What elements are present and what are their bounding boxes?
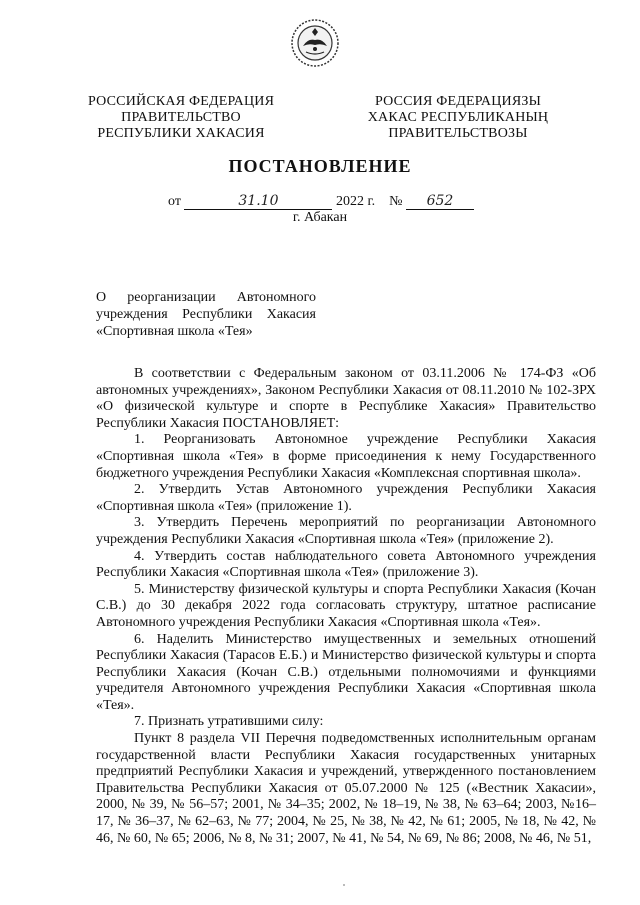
header-left-line: ПРАВИТЕЛЬСТВО: [121, 110, 241, 125]
coat-of-arms-emblem: [290, 18, 340, 68]
scan-speck: [343, 884, 345, 886]
date-prefix: от: [168, 194, 181, 209]
paragraph-item-4: 4. Утвердить состав наблюдательного совета Автономного учреждения Республики Хакасия «Спортивная школа «Тея» (приложение 3).: [96, 548, 596, 581]
paragraph-item-3: 3. Утвердить Перечень мероприятий по реорганизации Автономного учреждения Республики Хакасия «Спортивная школа «Тея» (приложение 2).: [96, 515, 596, 547]
header-left-line: РОССИЙСКАЯ ФЕДЕРАЦИЯ: [88, 94, 275, 109]
number-sign: №: [389, 194, 403, 209]
header-right-block: [358, 94, 558, 142]
paragraph-item-7-text: Пункт 8 раздела VII Перечня подведомственных исполнительным органам государственной власти Республики Хакасия государственных унитарных предприятий Республики Хакасия и учреждений, утвержденного постановлением Правительства Республики Хакасия от 05.07.2000 № 125 («Вестник Хакасии», 2000, № 39, № 56–57; 2001, № 34–35; 2002, № 18–19, № 38, № 63–64; 2003, №16–17, № 36–37, № 62–63, № 77; 2004, № 25, № 38, № 42, № 61; 2005, № 18, № 42, № 46, № 60, № 65; 2006, № 8, № 31; 2007, № 41, № 54, № 69, № 86; 2008, № 46, № 51,: [96, 731, 596, 846]
header-left-block: [88, 94, 274, 142]
paragraph-item-7: 7. Признать утратившими силу:: [134, 714, 324, 730]
handwritten-number: 652: [406, 193, 474, 210]
paragraph-item-2: 2. Утвердить Устав Автономного учреждения Республики Хакасия «Спортивная школа «Тея» (приложение 1).: [96, 482, 596, 514]
header-left-line: РЕСПУБЛИКИ ХАКАСИЯ: [97, 126, 265, 141]
header-right-line: РОССИЯ ФЕДЕРАЦИЯЗЫ: [374, 94, 542, 109]
handwritten-date: 31.10: [184, 193, 332, 210]
header-right-line: ПРАВИТЕЛЬСТВОЗЫ: [388, 126, 528, 141]
paragraph-item-6: 6. Наделить Министерство имущественных и земельных отношений Республики Хакасия (Тарасов Е.Б.) и Министерство физической культуры и спорта Республики Хакасия (Кочан С.В.) отдельными полномочиями и функциями учредителя Автономного учреждения Республики Хакасия «Спортивная школа «Тея».: [96, 631, 596, 713]
date-number-line: [168, 193, 474, 210]
year-label: 2022 г.: [335, 194, 376, 209]
paragraph-preamble: В соответствии с Федеральным законом от 03.11.2006 № 174-ФЗ «Об автономных учреждениях», Законом Республики Хакасия от 08.11.2010 № 102-ЗРХ «О физической культуре и спорте в Республике Хакасия» Правительство Республики Хакасия ПОСТАНОВЛЯЕТ:: [96, 366, 596, 431]
paragraph-item-5: 5. Министерству физической культуры и спорта Республики Хакасия (Кочан С.В.) до 30 декабря 2022 года согласовать структуру, штатное расписание Автономного учреждения Республики Хакасия «Спортивная школа «Тея».: [96, 581, 596, 630]
document-body: [96, 366, 596, 847]
subject-line: О реорганизации Автономного: [96, 290, 316, 305]
city-line: г. Абакан: [292, 210, 348, 225]
subject-line: «Спортивная школа «Тея»: [96, 324, 253, 339]
header-right-line: ХАКАС РЕСПУБЛИКАНЫҢ: [367, 110, 549, 125]
paragraph-item-1: 1. Реорганизовать Автономное учреждение Республики Хакасия «Спортивная школа «Тея» в форме присоединения к нему Государственного бюджетного учреждения Республики Хакасия «Комплексная спортивная школа».: [96, 432, 596, 481]
subject-heading: [96, 289, 316, 340]
subject-line: учреждения Республики Хакасия: [96, 307, 316, 322]
document-title: ПОСТАНОВЛЕНИЕ: [228, 156, 412, 176]
